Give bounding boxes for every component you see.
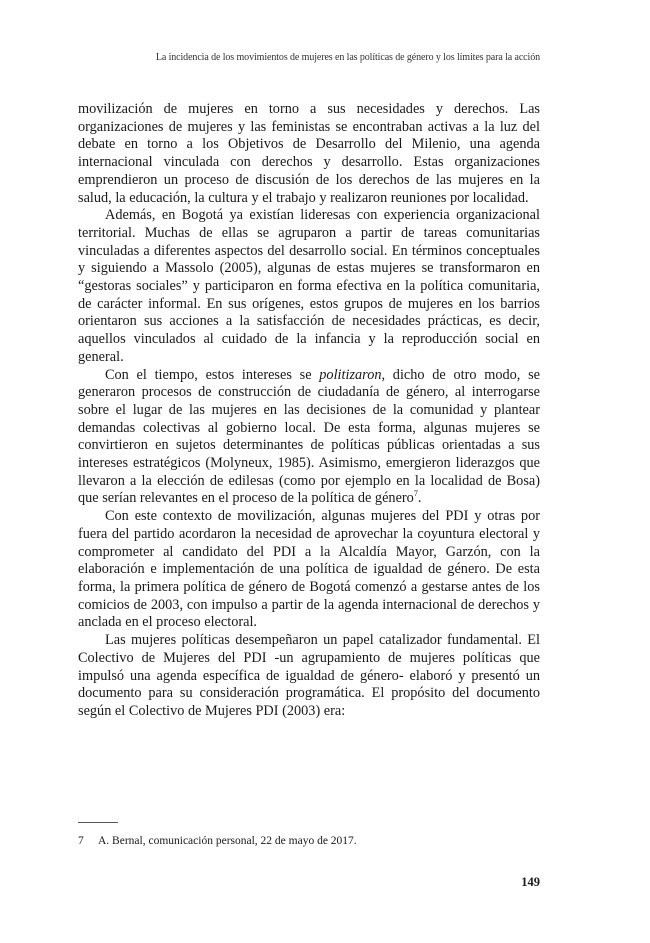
paragraph-3-text-a: Con el tiempo, estos intereses se [105,366,320,383]
paragraph-3-end: . [417,490,422,507]
footnote-text: A. Bernal, comunicación personal, 22 de mayo de 2017. [98,835,357,847]
paragraph-3 [78,367,540,509]
footnote [78,834,540,848]
footnote-reference[interactable]: 7 [413,489,418,499]
paragraph-1: movilización de mujeres en torno a sus necesidades y derechos. Las organizaciones de mujeres y las feministas se encontraban activas a la luz del debate en torno a los Objetivos de Desarrollo del Milenio, una agenda internacional vinculada con derechos y desarrollo. Estas organizaciones emprendieron un proceso de discusión de los derechos de las mujeres en la salud, la educación, la cultura y el trabajo y realizaron reuniones por localidad. [78,101,540,206]
paragraph-4: Con este contexto de movilización, algunas mujeres del PDI y otras por fuera del partido acordaron la necesidad de aprovechar la coyuntura electoral y comprometer al candidato del PDI a la Alcaldía Mayor, Garzón, con la elaboración e implementación de una política de igualdad de género. De esta forma, la primera política de género de Bogotá comenzó a gestarse antes de los comicios de 2003, con impulso a partir de la agenda internacional de derechos y anclada en el proceso electoral. [78,508,540,631]
paragraph-5: Las mujeres políticas desempeñaron un papel catalizador fundamental. El Colectivo de Mujeres del PDI -un agrupamiento de mujeres políticas que impulsó una agenda específica de igualdad de género- elaboró y presentó un documento para su consideración programática. El propósito del documento según el Colectivo de Mujeres PDI (2003) era: [78,632,540,719]
page-number: 149 [521,875,540,889]
paragraph-3-italic: politizaron, [319,366,386,383]
paragraph-3-text-b: dicho de otro modo, se generaron procesos de construcción de ciudadanía de género, al interrogarse sobre el lugar de las mujeres en las decisiones de la comunidad y plantear demandas colectivas al gobierno local. De esta forma, algunas mujeres se convirtieron en sujetos determinantes de políticas públicas orientadas a sus intereses estratégicos (Molyneux, 1985). Asimismo, emergieron liderazgos que llevaron a la elección de edilesas (como por ejemplo en la localidad de Bosa) que serían relevantes en el proceso de la política de género [78,366,540,507]
paragraph-2: Además, en Bogotá ya existían lideresas con experiencia organizacional territorial. Muchas de ellas se agruparon a partir de tareas comunitarias vinculadas a diferentes aspectos del desarrollo social. En términos conceptuales y siguiendo a Massolo (2005), algunas de estas mujeres se transformaron en “gestoras sociales” y participaron en forma efectiva en la política comunitaria, de carácter informal. En sus orígenes, estos grupos de mujeres en los barrios orientaron sus acciones a la satisfacción de necesidades prácticas, es decir, aquellos vinculados al cuidado de la infancia y la reproducción social en general. [78,207,540,365]
footnote-number: 7 [78,835,84,847]
footnote-divider [78,822,118,823]
running-header: La incidencia de los movimientos de mujeres en las políticas de género y los límites para la acción [155,52,540,63]
body-text [78,101,540,721]
